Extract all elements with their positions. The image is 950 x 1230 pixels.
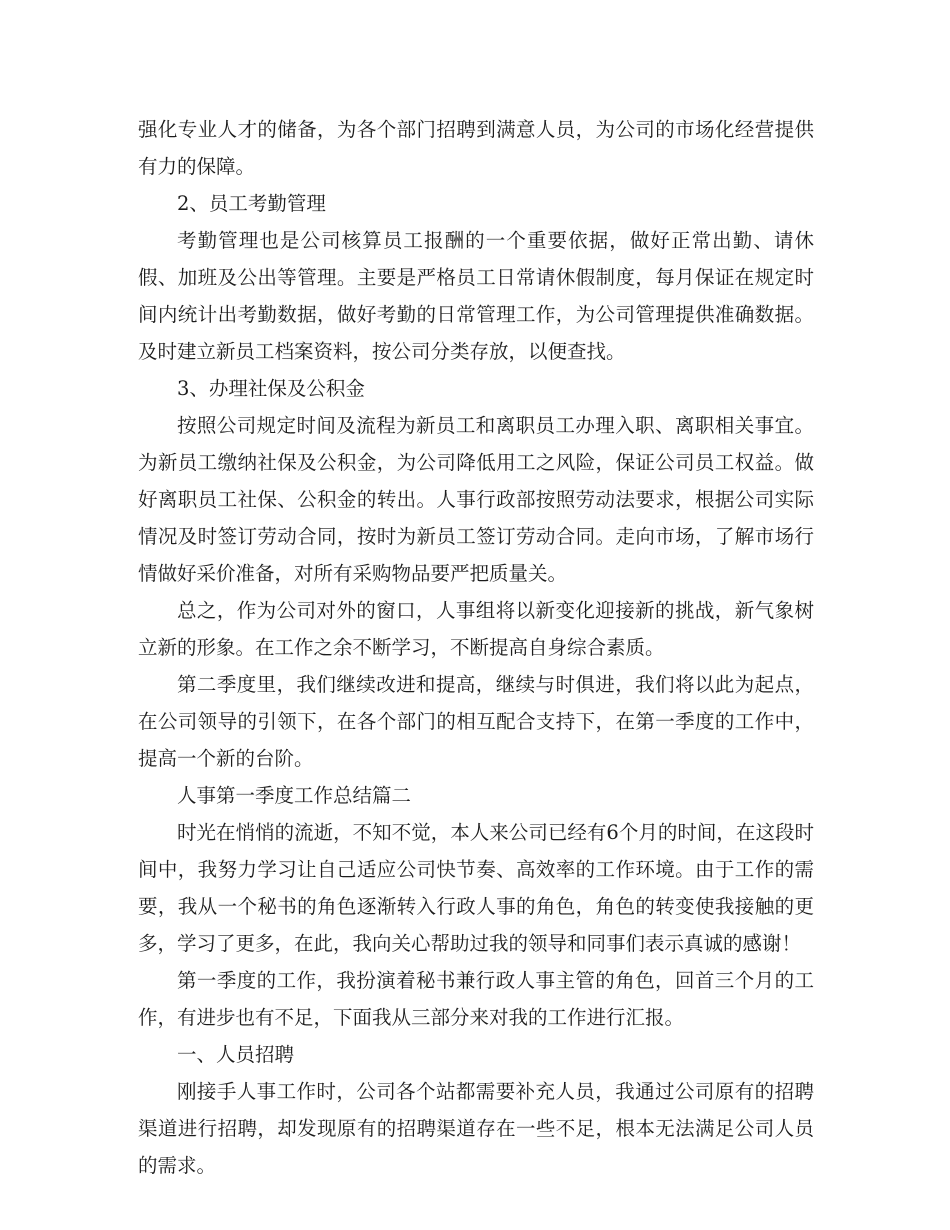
section-heading-part-two: 人事第一季度工作总结篇二 — [177, 784, 412, 807]
paragraph-second-quarter: 第二季度里，我们继续改进和提高，继续与时俱进，我们将以此为起点，在公司领导的引领下，在各个部门的相互配合支持下，在第一季度的工作中，提高一个新的台阶。 — [138, 673, 814, 770]
paragraph-recruitment: 刚接手人事工作时，公司各个站都需要补充人员，我通过公司原有的招聘渠道进行招聘，却发现原有的招聘渠道存在一些不足，根本无法满足公司人员的需求。 — [138, 1080, 814, 1177]
paragraph-continuation: 强化专业人才的储备，为各个部门招聘到满意人员，为公司的市场化经营提供有力的保障。 — [138, 118, 814, 178]
paragraph-attendance: 考勤管理也是公司核算员工报酬的一个重要依据，做好正常出勤、请休假、加班及公出等管理。主要是严格员工日常请休假制度，每月保证在规定时间内统计出考勤数据，做好考勤的日常管理工作，为公司管理提供准确数据。及时建立新员工档案资料，按公司分类存放，以便查找。 — [138, 229, 814, 363]
paragraph-introduction: 时光在悄悄的流逝，不知不觉，本人来公司已经有6个月的时间，在这段时间中，我努力学习让自己适应公司快节奏、高效率的工作环境。由于工作的需要，我从一个秘书的角色逐渐转入行政人事的角色，角色的转变使我接触的更多，学习了更多，在此，我向关心帮助过我的领导和同事们表示真诚的感谢！ — [138, 821, 814, 955]
paragraph-summary: 总之，作为公司对外的窗口，人事组将以新变化迎接新的挑战，新气象树立新的形象。在工作之余不断学习，不断提高自身综合素质。 — [138, 599, 814, 659]
section-heading-attendance: 2、员工考勤管理 — [177, 192, 326, 215]
section-heading-social-security: 3、办理社保及公积金 — [177, 377, 365, 400]
section-heading-recruitment: 一、人员招聘 — [177, 1043, 295, 1066]
paragraph-social-security: 按照公司规定时间及流程为新员工和离职员工办理入职、离职相关事宜。为新员工缴纳社保及公积金，为公司降低用工之风险，保证公司员工权益。做好离职员工社保、公积金的转出。人事行政部按照劳动法要求，根据公司实际情况及时签订劳动合同，按时为新员工签订劳动合同。走向市场，了解市场行情做好采价准备，对所有采购物品要严把质量关。 — [138, 414, 814, 585]
paragraph-first-quarter-role: 第一季度的工作，我扮演着秘书兼行政人事主管的角色，回首三个月的工作，有进步也有不足，下面我从三部分来对我的工作进行汇报。 — [138, 969, 814, 1029]
document-body — [138, 111, 814, 1184]
